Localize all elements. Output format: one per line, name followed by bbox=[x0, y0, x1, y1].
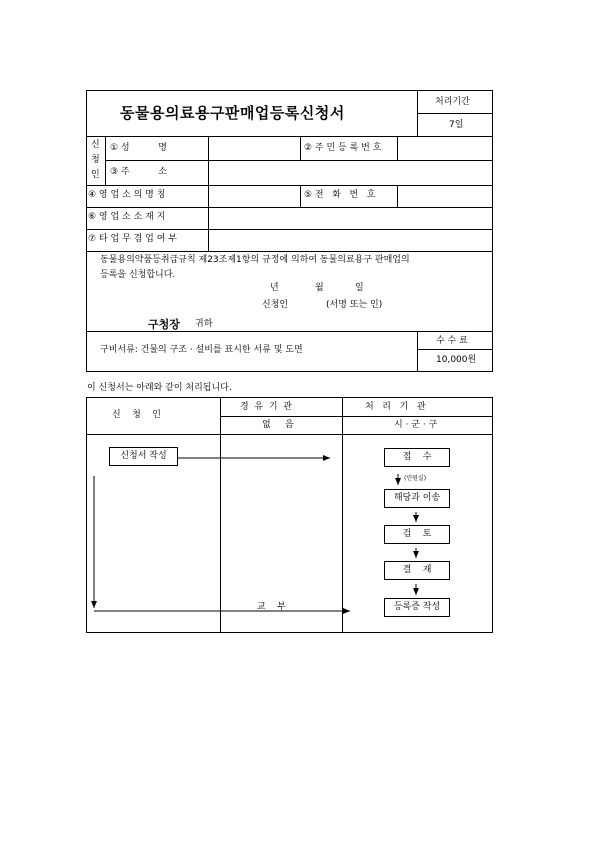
address-label: ③ 주 소 bbox=[110, 167, 167, 177]
step-issue-box: 등록증 작성 bbox=[384, 598, 450, 617]
business-location-label: ⑥ 영 업 소 소 재 지 bbox=[88, 212, 166, 222]
resident-no-label: ② 주 민 등 록 번 호 bbox=[304, 143, 382, 153]
step-approval-box: 결 재 bbox=[384, 561, 450, 580]
step-review-box: 검 토 bbox=[384, 525, 450, 544]
start-box: 신청서 작성 bbox=[109, 447, 178, 466]
col-intermediary-sub: 없 음 bbox=[262, 420, 294, 430]
sign-note: (서명 또는 인) bbox=[326, 300, 383, 310]
processing-period-value: 7일 bbox=[449, 120, 464, 130]
step-receive-box: 접 수 bbox=[384, 448, 450, 467]
applicant-label-1: 신 bbox=[91, 140, 100, 150]
month-label: 월 bbox=[315, 283, 324, 293]
return-label: 교 부 bbox=[257, 602, 286, 612]
statement-line-1: 동물용의약품등취급규칙 제23조제1항의 규정에 의하여 동물의료용구 판매업의 bbox=[100, 255, 410, 265]
phone-label: ⑤ 전 화 번 호 bbox=[304, 190, 376, 200]
year-label: 년 bbox=[270, 283, 279, 293]
processing-period-label: 처리기간 bbox=[435, 97, 470, 107]
statement-line-2: 등록을 신청합니다. bbox=[100, 270, 176, 280]
other-business-label: ⑦ 타 업 무 겸 업 여 부 bbox=[88, 234, 177, 244]
applicant-label-2: 청 bbox=[91, 155, 100, 165]
flow-intro: 이 신청서는 아래와 같이 처리됩니다. bbox=[87, 383, 232, 393]
recipient: 구청장 bbox=[148, 318, 180, 331]
fee-label: 수 수 료 bbox=[436, 336, 468, 346]
fee-value: 10,000원 bbox=[436, 355, 477, 365]
attachments: 구비서류: 건물의 구조 · 설비를 표시한 서류 및 도면 bbox=[100, 345, 303, 355]
step-transfer-box: 해당과 이송 bbox=[384, 489, 450, 508]
name-label: ① 성 명 bbox=[110, 143, 167, 153]
col-intermediary-header: 경 유 기 관 bbox=[240, 402, 292, 412]
form-title: 동물용의료용구판매업등록신청서 bbox=[120, 104, 345, 122]
col-applicant-header: 신 청 인 bbox=[112, 410, 161, 420]
recipient-suffix: 귀하 bbox=[195, 319, 213, 329]
step-receive-note: (민원실) bbox=[404, 475, 427, 482]
business-name-label: ④ 영 업 소 의 명 칭 bbox=[88, 190, 166, 200]
col-processor-header: 처 리 기 관 bbox=[365, 402, 426, 412]
applicant-sign-label: 신청인 bbox=[262, 300, 289, 310]
day-label: 일 bbox=[355, 283, 364, 293]
applicant-label-3: 인 bbox=[91, 170, 100, 180]
col-processor-sub: 시 · 군 · 구 bbox=[394, 420, 438, 430]
